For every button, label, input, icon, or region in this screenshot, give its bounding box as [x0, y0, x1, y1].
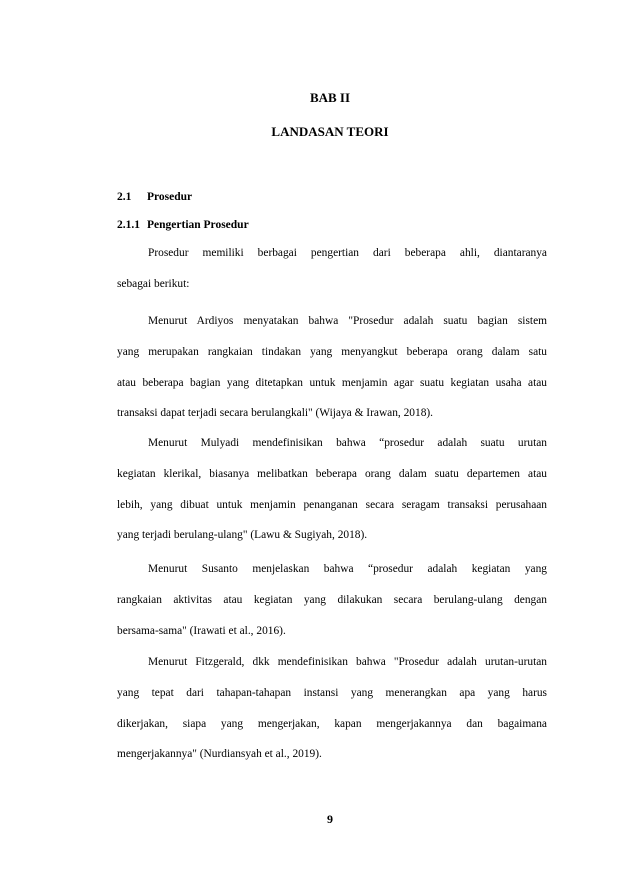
paragraph-line: sebagai berikut: — [117, 277, 190, 290]
paragraph-line: mengerjakannya" (Nurdiansyah et al., 2019). — [117, 748, 322, 761]
paragraph-line: bersama-sama" (Irawati et al., 2016). — [117, 624, 286, 637]
paragraph — [117, 561, 547, 653]
paragraph-line: Menurut Fitzgerald, dkk mendefinisikan bahwa "Prosedur adalah urutan-urutan — [148, 656, 547, 668]
paragraph-line: Menurut Susanto menjelaskan bahwa “prosedur adalah kegiatan yang — [148, 563, 547, 575]
paragraph — [117, 435, 547, 558]
paragraph-line: yang merupakan rangkaian tindakan yang menyangkut beberapa orang dalam satu — [117, 345, 547, 358]
subsection-number: 2.1.1 — [117, 219, 140, 231]
paragraph-line: yang terjadi berulang-ulang" (Lawu & Sugiyah, 2018). — [117, 529, 368, 542]
paragraph — [117, 654, 547, 777]
paragraph-line: Menurut Ardiyos menyatakan bahwa "Prosedur adalah suatu bagian sistem — [148, 315, 547, 327]
subsection-title: Pengertian Prosedur — [147, 219, 249, 231]
paragraph-line: rangkaian aktivitas atau kegiatan yang dilakukan secara berulang-ulang dengan — [117, 593, 547, 606]
paragraph — [117, 245, 547, 307]
paragraph-line: dikerjakan, siapa yang mengerjakan, kapan mengerjakannya dan bagaimana — [117, 717, 547, 730]
paragraph-line: Menurut Mulyadi mendefinisikan bahwa “prosedur adalah suatu urutan — [148, 437, 547, 449]
paragraph-line: transaksi dapat terjadi secara berulangkali" (Wijaya & Irawan, 2018). — [117, 407, 434, 420]
paragraph — [117, 313, 547, 436]
paragraph-line: lebih, yang dibuat untuk menjamin penanganan secara seragam transaksi perusahaan — [117, 498, 547, 511]
subsection-heading — [117, 219, 249, 231]
section-number: 2.1 — [117, 191, 132, 203]
paragraph-line: yang tepat dari tahapan-tahapan instansi yang menerangkan apa yang harus — [117, 686, 547, 699]
chapter-label: BAB II — [309, 90, 351, 105]
paragraph-line: Prosedur memiliki berbagai pengertian dari beberapa ahli, diantaranya — [148, 247, 547, 259]
chapter-title: LANDASAN TEORI — [271, 124, 389, 139]
paragraph-line: atau beberapa bagian yang ditetapkan untuk menjamin agar suatu kegiatan usaha atau — [117, 376, 547, 389]
page-number: 9 — [327, 812, 333, 826]
section-title: Prosedur — [147, 191, 193, 203]
section-heading — [117, 191, 192, 203]
paragraph-line: kegiatan klerikal, biasanya melibatkan beberapa orang dalam suatu departemen atau — [117, 467, 547, 480]
